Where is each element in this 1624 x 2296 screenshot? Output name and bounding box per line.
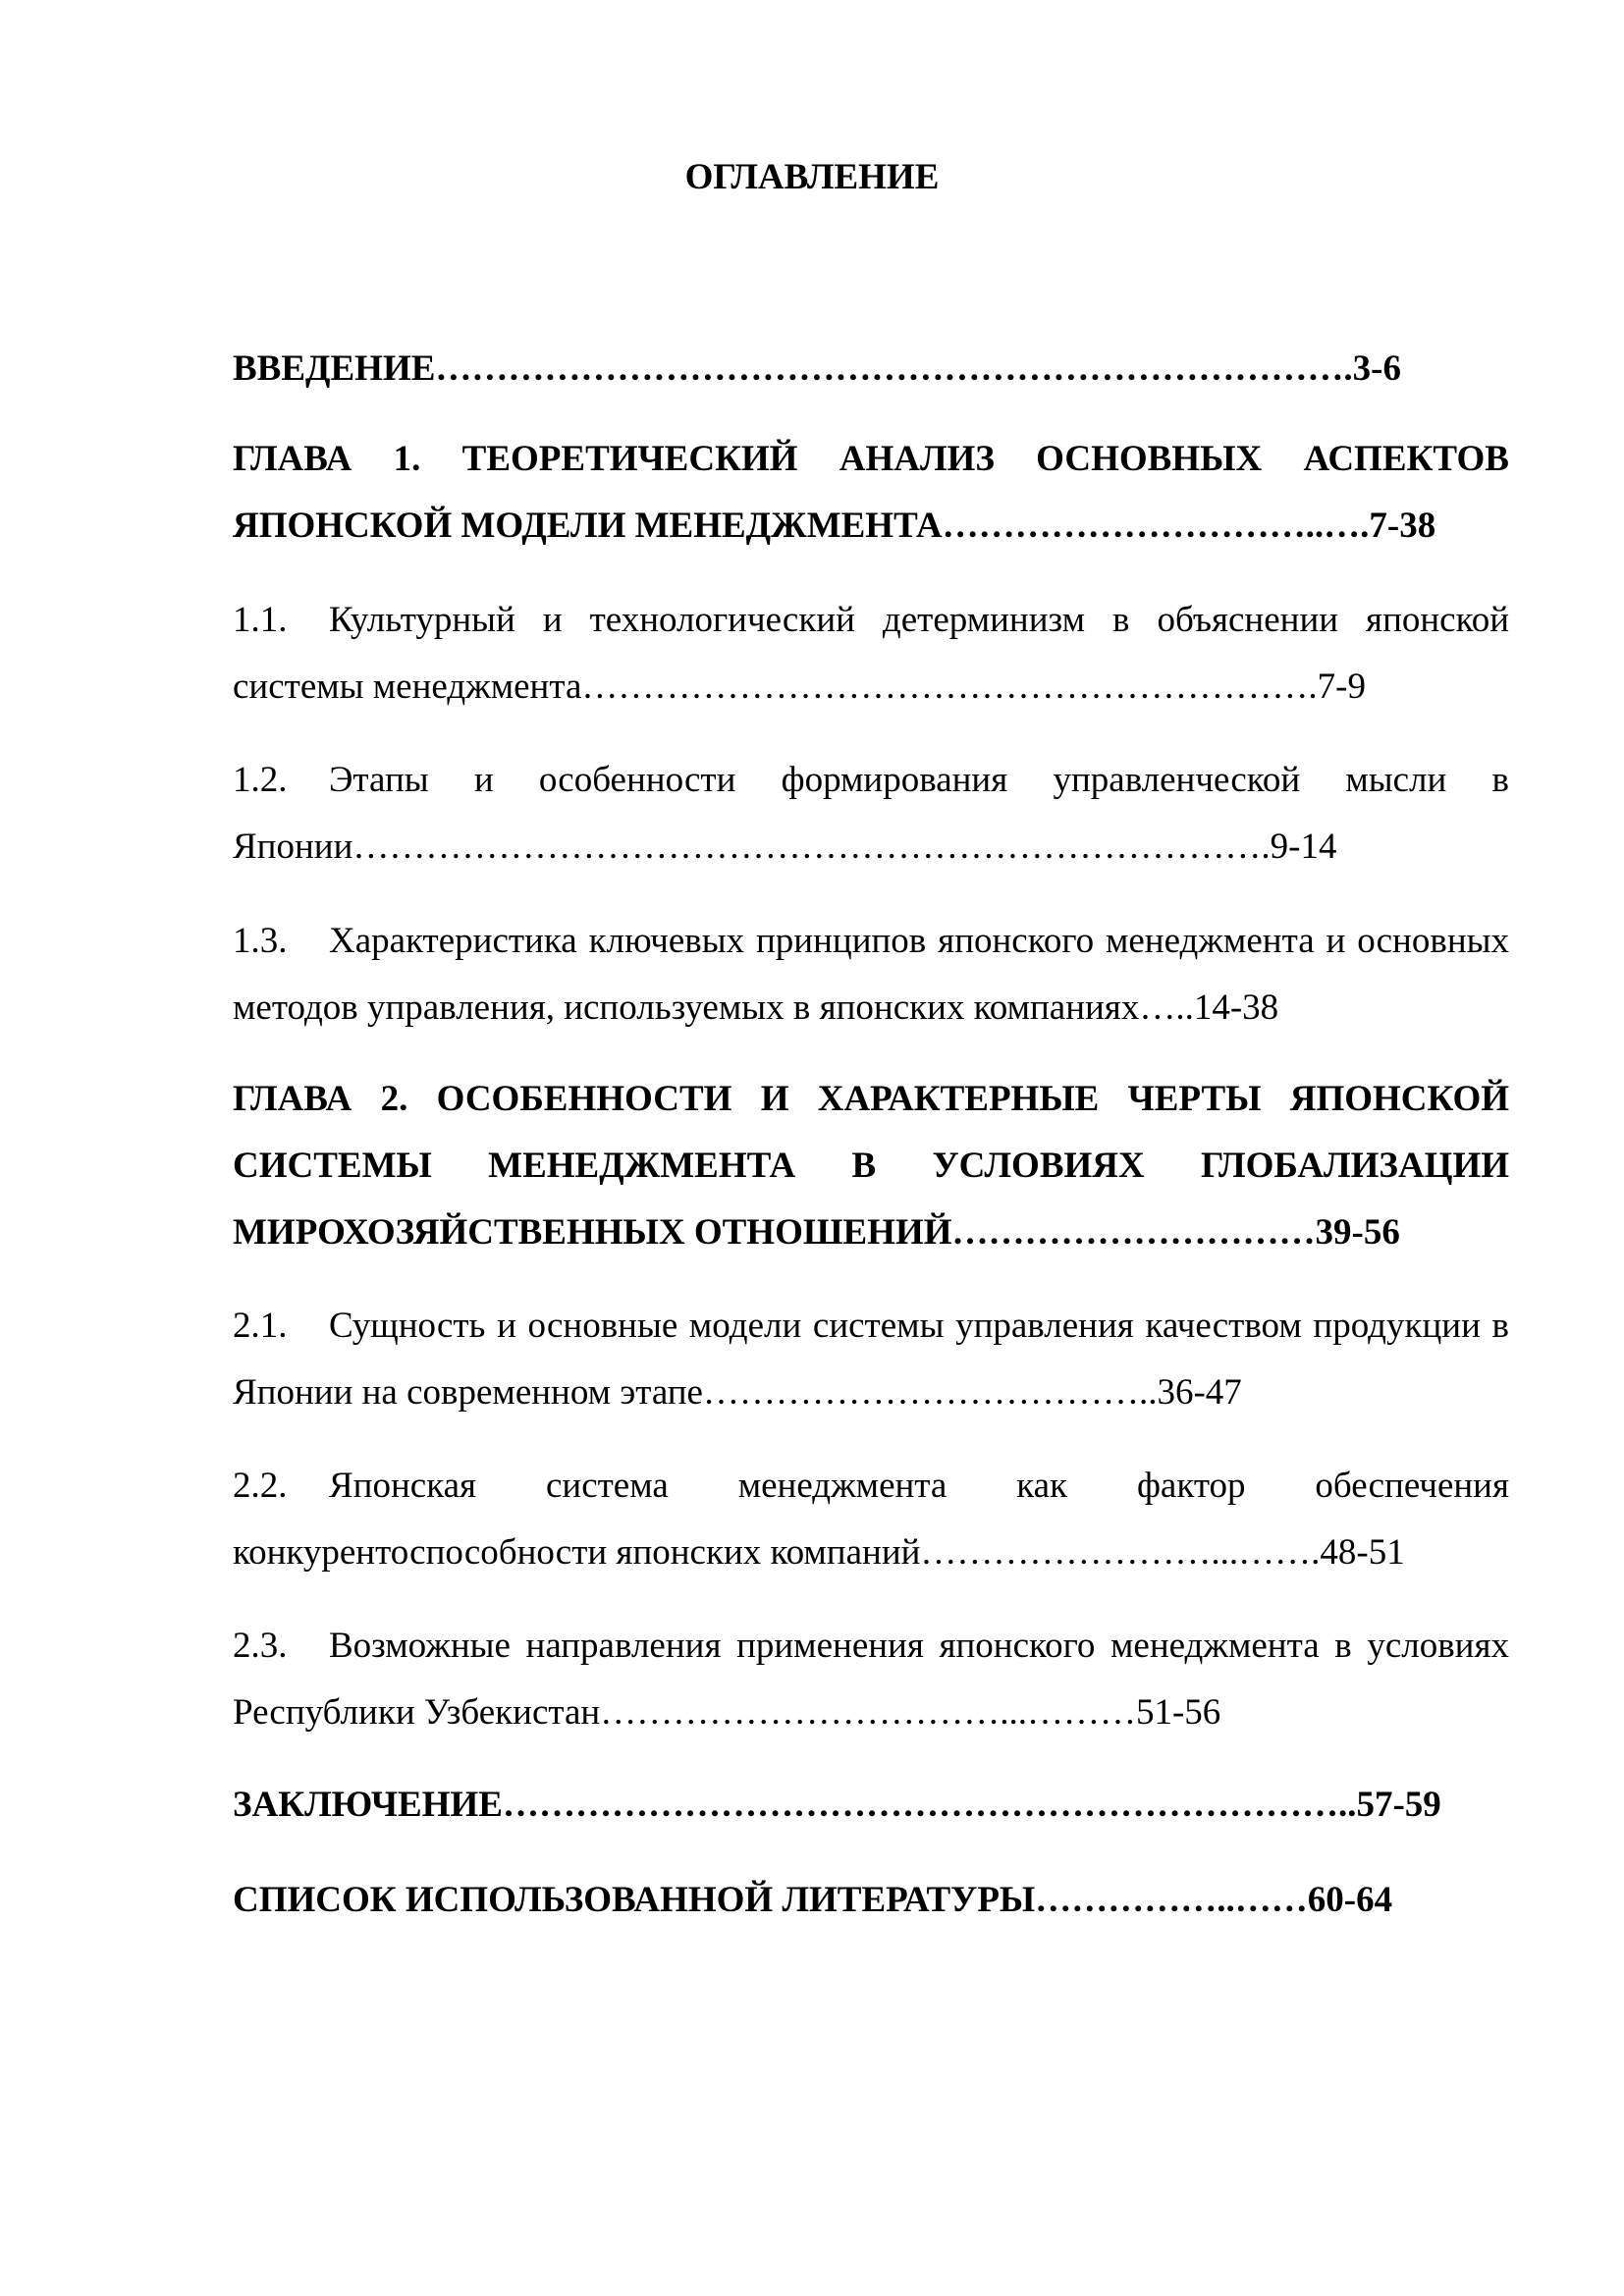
- toc-entry-section-2-3: [233, 1613, 1509, 1746]
- section-number: 2.3.: [233, 1626, 288, 1666]
- toc-entry-introduction: [233, 336, 1509, 402]
- toc-entry-text: Этапы и особенности формирования управленческой мысли в Японии………………………………………………………………….9-14: [233, 760, 1509, 867]
- toc-entry-text: ЗАКЛЮЧЕНИЕ……………………………………………………………..57-59: [233, 1785, 1441, 1825]
- section-number: 2.2.: [233, 1466, 288, 1506]
- toc-entry-section-1-2: [233, 747, 1509, 881]
- toc-entry-text: Характеристика ключевых принципов японского менеджмента и основных методов управления, используемых в японских компаниях…..14-38: [233, 921, 1509, 1028]
- toc-entry-text: СПИСОК ИСПОЛЬЗОВАННОЙ ЛИТЕРАТУРЫ……………..……60-64: [233, 1880, 1393, 1920]
- section-number: 1.1.: [233, 600, 288, 640]
- toc-title: ОГЛАВЛЕНИЕ: [684, 157, 940, 197]
- toc-entry-text: Сущность и основные модели системы управления качеством продукции в Японии на современном этапе………………………………..36-47: [233, 1306, 1509, 1413]
- toc-entry-text: Японская система менеджмента как фактор обеспечения конкурентоспособности японских компаний……………………...…….48-51: [233, 1466, 1509, 1573]
- section-number: 1.3.: [233, 921, 288, 961]
- toc-entry-text: ВВЕДЕНИЕ………………………………………………………………….3-6: [233, 348, 1401, 389]
- toc-entry-chapter-1: [233, 426, 1509, 560]
- toc-entry-text: ГЛАВА 1. ТЕОРЕТИЧЕСКИЙ АНАЛИЗ ОСНОВНЫХ АСПЕКТОВ ЯПОНСКОЙ МОДЕЛИ МЕНЕДЖМЕНТА…………………………..….7-38: [233, 439, 1509, 546]
- section-number: 1.2.: [233, 760, 288, 800]
- toc-entry-text: ГЛАВА 2. ОСОБЕННОСТИ И ХАРАКТЕРНЫЕ ЧЕРТЫ ЯПОНСКОЙ СИСТЕМЫ МЕНЕДЖМЕНТА В УСЛОВИЯХ ГЛОБАЛИЗАЦИИ МИРОХОЗЯЙСТВЕННЫХ ОТНОШЕНИЙ…………………………39-56: [233, 1079, 1509, 1253]
- toc-entry-text: Возможные направления применения японского менеджмента в условиях Республики Узбекистан……………………………...………51-56: [233, 1626, 1509, 1733]
- toc-entry-section-2-1: [233, 1293, 1509, 1426]
- toc-entry-bibliography: [233, 1867, 1509, 1934]
- toc-entry-section-1-1: [233, 587, 1509, 721]
- toc-entry-text: Культурный и технологический детерминизм в объяснении японской системы менеджмента…………………………………………………….7-9: [233, 600, 1509, 707]
- toc-entry-conclusion: [233, 1772, 1509, 1839]
- toc-entry-section-2-2: [233, 1453, 1509, 1586]
- toc-entry-section-1-3: [233, 908, 1509, 1041]
- section-number: 2.1.: [233, 1306, 288, 1346]
- toc-entry-chapter-2: [233, 1066, 1509, 1266]
